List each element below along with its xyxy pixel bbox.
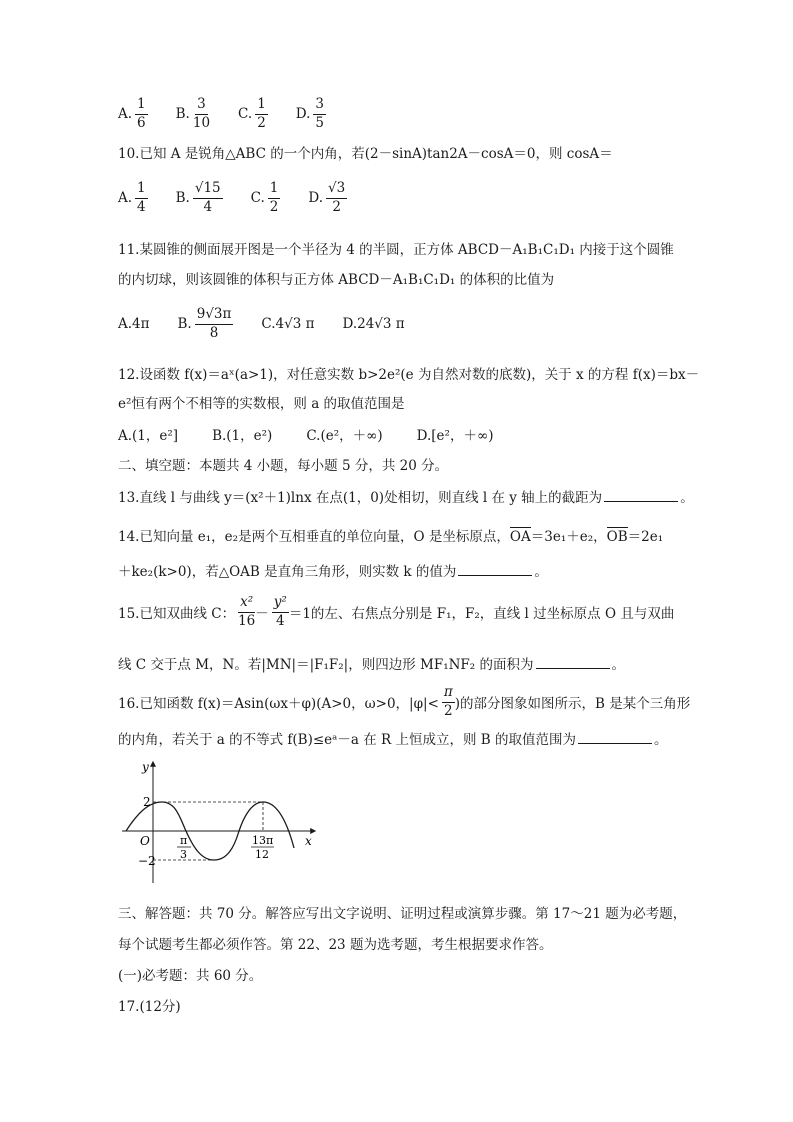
q11-line-1: 11.某圆锥的侧面展开图是一个半径为 4 的半圆，正方体 ABCD－A₁B₁C₁D₁ 内接于这个圆锥 [118,242,674,258]
q15-text-2: 线 C 交于点 M，N。若|MN|＝|F₁F₂|，则四边形 MF₁NF₂ 的面积为 [118,657,534,673]
fraction [313,98,326,130]
answer-blank[interactable] [578,729,652,744]
fraction [135,182,148,214]
y-axis-label: y [142,760,149,774]
x-axis-label: x [305,834,312,848]
x-tick1-den: 3 [180,848,187,861]
q11-option-c: C.4√3 π [261,316,315,332]
answer-blank[interactable] [604,487,678,502]
fraction [268,182,281,214]
denominator: 6 [137,114,146,131]
numerator: 3 [195,98,208,115]
q11-option-d: D.24√3 π [342,316,405,332]
numerator: √3 [326,182,347,199]
q16-text-2: 的内角，若关于 a 的不等式 f(B)≤eᵃ－a 在 R 上恒成立，则 B 的取值范围为 [118,732,576,748]
option-label: B. [177,316,192,332]
q12-option-a: A.(1，e²] [118,428,179,444]
denominator: 4 [203,198,213,215]
option-label: D. [295,106,311,122]
q14-text-a: 14.已知向量 e₁，e₂是两个互相垂直的单位向量，O 是坐标原点， [118,529,510,545]
q16-text-post: )的部分图象如图所示，B 是某个三角形 [454,696,691,712]
numerator: 1 [255,98,268,115]
q15-line-1 [118,596,674,628]
denominator: 2 [257,114,266,131]
x-tick2-den: 12 [255,848,269,861]
numerator: 3 [313,98,326,115]
q16-end: 。 [653,732,668,748]
numerator: π [442,686,455,703]
denominator: 2 [269,198,279,215]
q15-text-pre: 15.已知双曲线 C： [118,606,236,622]
q17-heading: 17.(12分) [118,999,181,1015]
section-2-heading: 二、填空题：本题共 4 小题，每小题 5 分，共 20 分。 [118,458,449,474]
numerator: y² [272,596,289,613]
q11-option-b [178,308,234,340]
q13-text: 13.直线 l 与曲线 y＝(x²＋1)lnx 在点(1，0)处相切，则直线 l 在 y 轴上的截距为 [118,490,603,506]
q12-option-b: B.(1，e²) [212,428,273,444]
q9-option-d [296,98,326,130]
q11-option-a: A.4π [118,316,150,332]
fraction-pi-2 [442,686,455,718]
q9-option-a [118,98,148,130]
section-3-line-1: 三、解答题：共 70 分。解答应写出文字说明、证明过程或演算步骤。第 17～21 题为必考题， [118,906,687,922]
option-label: A. [118,190,133,206]
sine-graph [110,758,325,888]
q13 [118,487,694,508]
fraction [135,98,148,130]
q15-end: 。 [611,657,626,673]
q12-line-2: e²恒有两个不相等的实数根，则 a 的取值范围是 [118,396,405,412]
option-label: C. [238,106,253,122]
option-label: B. [175,106,190,122]
q11-line-2: 的内切球，则该圆锥的体积与正方体 ABCD－A₁B₁C₁D₁ 的体积的比值为 [118,272,555,288]
option-label: C. [250,190,265,206]
x-tick1-num: π [180,834,188,847]
answer-blank[interactable] [536,654,610,669]
q10-option-b [176,182,223,214]
q14-text-d: ＋ke₂(k>0)，若△OAB 是直角三角形，则实数 k 的值为 [118,564,457,580]
fraction [193,182,223,214]
q14-text-b: ＝3e₁＋e₂， [530,529,607,545]
denominator: 8 [209,324,219,341]
q12-options [118,424,521,444]
q9-option-c [238,98,268,130]
required-heading: (一)必考题：共 60 分。 [118,968,263,984]
q10-option-d [308,182,347,214]
option-label: A. [118,106,133,122]
answer-blank[interactable] [458,561,532,576]
fraction [326,182,347,214]
fraction [255,98,268,130]
q14-line-2 [118,561,548,582]
q9-options [118,98,354,130]
q16-line-2 [118,729,667,750]
fraction-y2-4 [272,596,289,628]
option-label: B. [175,190,190,206]
q12-option-d: D.[e²，＋∞) [416,428,494,444]
numerator: √15 [193,182,223,199]
fraction [193,98,210,130]
q9-option-b [176,98,210,130]
q10-option-c [251,182,281,214]
q13-end: 。 [680,490,694,506]
q10-stem: 10.已知 A 是锐角△ABC 的一个内角，若(2－sinA)tan2A－cosA＝0，则 cosA＝ [118,146,613,162]
denominator: 2 [332,198,341,215]
q10-option-a [118,182,148,214]
denominator: 2 [444,702,453,719]
denominator: 4 [137,198,146,215]
numerator: 9√3π [195,308,234,325]
q12-line-1: 12.设函数 f(x)＝aˣ(a>1)，对任意实数 b>2e²(e 为自然对数的底数)，关于 x 的方程 f(x)＝bx－ [118,367,700,383]
vector-oa: OA [509,529,531,545]
numerator: x² [238,596,255,613]
origin-label: O [140,834,150,848]
x-tick2-num: 13π [252,834,274,847]
vector-ob: OB [606,529,628,545]
denominator: 16 [238,612,256,629]
numerator: 1 [268,182,281,199]
q15-text-post: ＝1的左、右焦点分别是 F₁，F₂，直线 l 过坐标原点 O 且与双曲 [288,606,675,622]
denominator: 4 [276,612,285,629]
q16-text-pre: 16.已知函数 f(x)＝Asin(ωx＋φ)(A>0，ω>0，|φ|< [118,696,439,712]
fraction [195,308,234,340]
q11-options [118,308,433,340]
q14-line-1 [118,527,663,547]
q14-text-c: ＝2e₁ [627,529,664,545]
q15-line-2 [118,654,625,675]
q10-options [118,182,375,214]
denominator: 10 [192,114,211,131]
fraction-x2-16 [238,596,255,628]
q12-option-c: C.(e²，＋∞) [306,428,383,444]
y-max-label: 2 [143,795,151,809]
option-label: D. [308,190,324,206]
section-3-line-2: 每个试题考生都必须作答。第 22、23 题为选考题，考生根据要求作答。 [118,937,553,953]
denominator: 5 [315,114,325,131]
minus-sign: － [255,606,269,622]
q16-line-1 [118,686,690,718]
y-min-label: −2 [138,854,156,868]
q14-end: 。 [534,564,548,580]
numerator: 1 [135,182,148,199]
numerator: 1 [135,98,148,115]
